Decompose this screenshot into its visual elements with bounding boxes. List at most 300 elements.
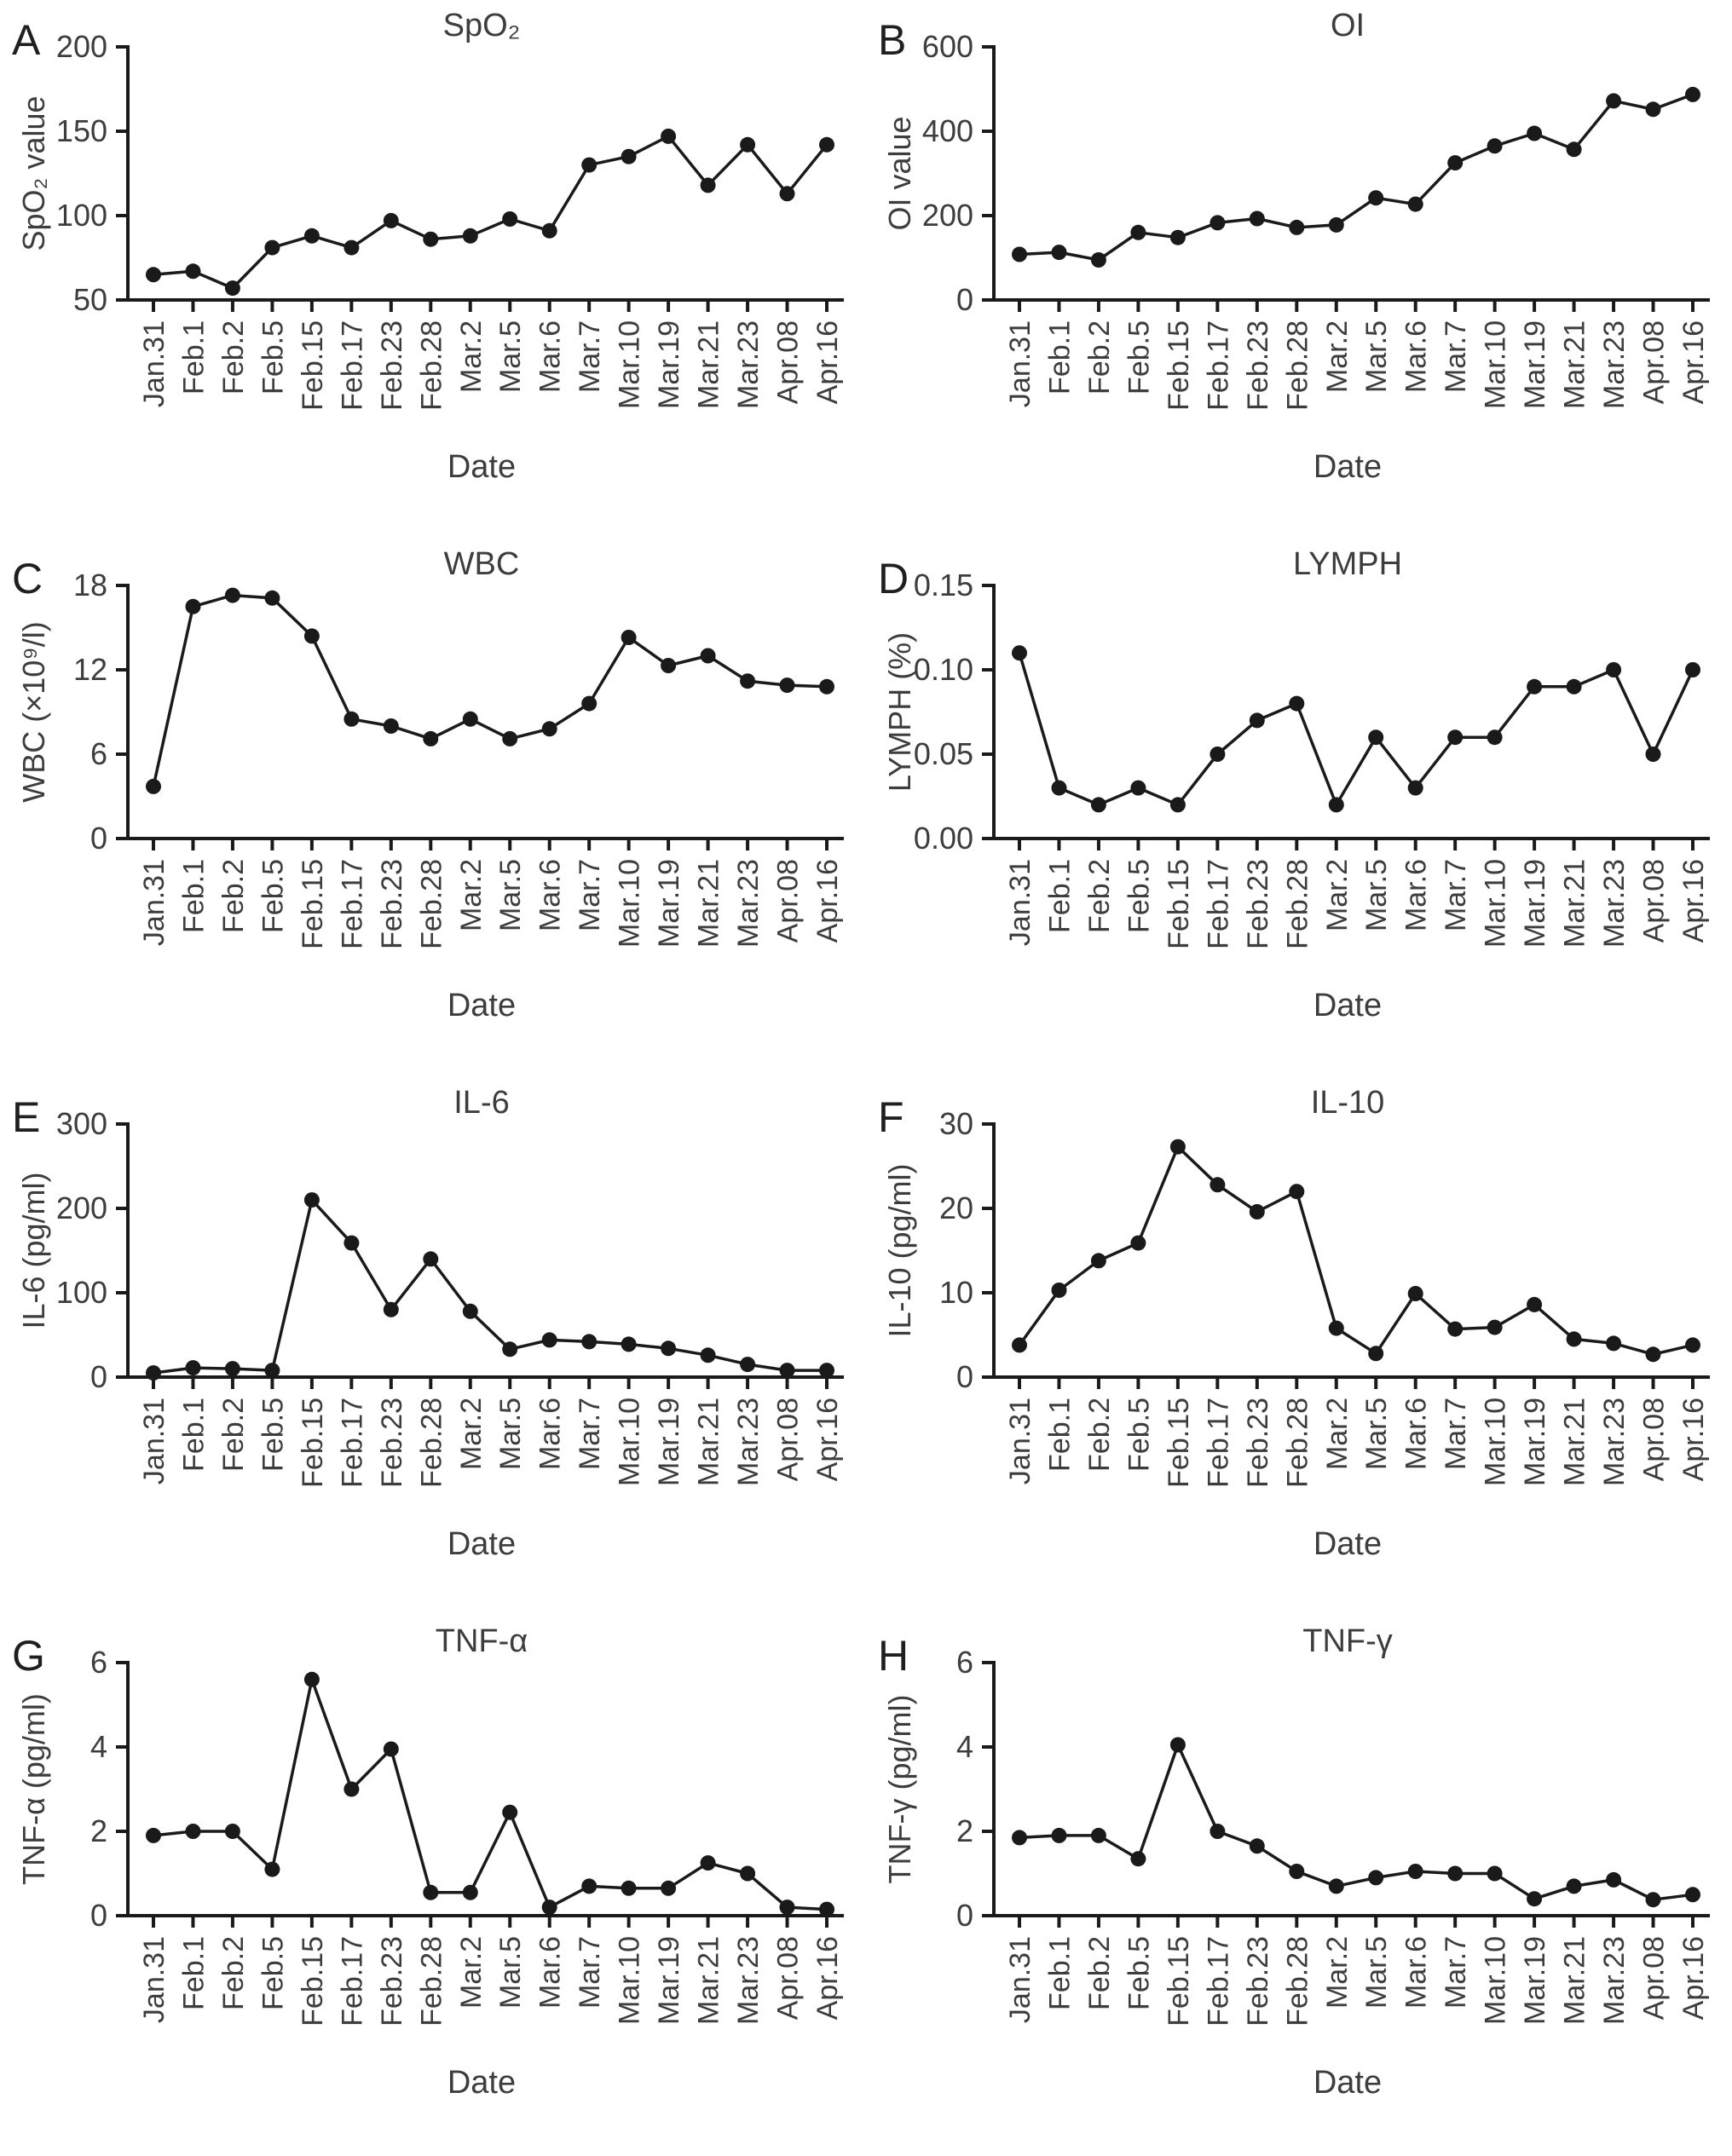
data-point [1210, 1824, 1225, 1839]
data-point [740, 1357, 755, 1372]
y-tick-label: 6 [955, 1645, 973, 1680]
x-tick-label: Feb.2 [1082, 859, 1116, 933]
chart-title: LYMPH [1292, 546, 1403, 582]
y-tick-label: 6 [89, 1645, 107, 1680]
y-tick-label: 18 [72, 568, 107, 602]
x-tick-label: Mar.21 [692, 1398, 725, 1486]
x-tick-label: Feb.28 [1281, 1936, 1314, 2026]
data-point [1329, 797, 1344, 812]
data-point [186, 1360, 201, 1375]
x-tick-label: Mar.6 [534, 320, 567, 394]
panel-letter: D [878, 555, 909, 602]
data-point [1170, 230, 1186, 245]
data-point [819, 679, 834, 695]
data-point [1646, 1892, 1661, 1907]
data-point [1487, 729, 1503, 745]
x-tick-label: Mar.19 [653, 320, 686, 409]
data-point [1329, 1321, 1344, 1336]
data-point [1052, 1828, 1067, 1843]
x-tick-label: Feb.5 [257, 1398, 290, 1472]
y-tick-label: 0 [89, 821, 107, 856]
x-tick-label: Mar.5 [494, 859, 528, 932]
x-tick-label: Mar.5 [1360, 1936, 1394, 2009]
data-point [1091, 252, 1106, 268]
x-tick-label: Apr.16 [1677, 1936, 1710, 2021]
x-tick-label: Mar.21 [692, 1936, 725, 2025]
x-tick-label: Mar.2 [1320, 859, 1354, 932]
data-point [1052, 781, 1067, 796]
x-tick-label: Mar.19 [653, 859, 686, 948]
data-point [661, 129, 676, 144]
data-point [1170, 1738, 1186, 1753]
data-point [1012, 645, 1027, 660]
x-tick-label: Feb.5 [257, 320, 290, 395]
data-point [344, 1782, 359, 1797]
panel-il10 [866, 1077, 1732, 1616]
x-tick-label: Feb.5 [1123, 1398, 1156, 1472]
x-tick-label: Mar.10 [1479, 1398, 1512, 1486]
y-tick-label: 4 [955, 1729, 973, 1764]
x-tick-label: Feb.17 [336, 320, 369, 411]
x-tick-label: Feb.15 [1162, 1936, 1195, 2026]
data-point [621, 630, 637, 645]
chart-title: WBC [443, 546, 520, 582]
data-point [780, 186, 795, 201]
data-point [542, 223, 557, 239]
data-point [542, 1332, 557, 1347]
chart-title: TNF-γ [1302, 1623, 1393, 1659]
data-point [1685, 87, 1700, 102]
x-tick-label: Feb.5 [257, 1936, 290, 2010]
x-tick-label: Jan.31 [1004, 1936, 1036, 2024]
data-line [153, 1680, 827, 1910]
data-line [153, 596, 827, 787]
data-point [1012, 247, 1027, 262]
data-point [304, 628, 320, 643]
data-point [264, 1363, 280, 1378]
data-point [1289, 1864, 1304, 1879]
data-point [1289, 696, 1304, 712]
x-tick-label: Jan.31 [138, 859, 170, 947]
x-tick-label: Mar.2 [1320, 1398, 1354, 1471]
x-axis-label: Date [1313, 988, 1383, 1023]
y-axis-label: IL-6 (pg/ml) [16, 1172, 51, 1329]
x-tick-label: Feb.1 [1043, 320, 1077, 395]
data-point [384, 1742, 399, 1757]
x-tick-label: Feb.2 [216, 1398, 250, 1472]
data-point [1487, 1866, 1503, 1882]
data-point [780, 1363, 795, 1378]
x-tick-label: Feb.2 [216, 1936, 250, 2010]
y-tick-label: 200 [55, 29, 107, 64]
x-tick-label: Mar.23 [732, 1398, 765, 1486]
x-axis-label: Date [447, 2065, 517, 2101]
x-tick-label: Feb.15 [296, 1936, 329, 2026]
x-tick-label: Feb.28 [1281, 859, 1314, 949]
x-axis-label: Date [1313, 2065, 1383, 2101]
data-point [1447, 729, 1463, 745]
x-tick-label: Mar.7 [1440, 1398, 1473, 1471]
x-tick-label: Apr.16 [1677, 1398, 1710, 1482]
data-point [1329, 217, 1344, 233]
x-tick-label: Mar.23 [1598, 320, 1631, 409]
data-point [186, 599, 201, 614]
x-axis-label: Date [1313, 1526, 1383, 1562]
data-point [701, 649, 716, 664]
il10-chart [866, 1077, 1732, 1616]
x-tick-label: Jan.31 [138, 1936, 170, 2024]
data-point [581, 1334, 597, 1349]
data-point [1447, 1866, 1463, 1882]
data-point [423, 731, 438, 747]
x-tick-label: Feb.23 [375, 320, 408, 411]
x-tick-label: Feb.23 [1241, 320, 1274, 411]
data-line [1019, 1745, 1693, 1900]
data-point [621, 1881, 637, 1896]
x-tick-label: Mar.19 [653, 1936, 686, 2025]
x-tick-label: Feb.28 [415, 859, 448, 949]
x-tick-label: Feb.5 [1123, 1936, 1156, 2010]
data-point [1091, 797, 1106, 812]
data-point [1685, 662, 1700, 677]
panel-oi [866, 0, 1732, 539]
x-tick-label: Mar.7 [574, 320, 607, 394]
data-point [1289, 1184, 1304, 1199]
data-point [542, 721, 557, 736]
x-axis-label: Date [447, 988, 517, 1023]
x-tick-label: Mar.6 [1400, 320, 1433, 394]
x-tick-label: Feb.17 [1202, 320, 1235, 411]
x-tick-label: Apr.08 [1637, 859, 1671, 943]
tnf-gamma-chart [866, 1616, 1732, 2154]
panel-lymph [866, 539, 1732, 1077]
x-tick-label: Apr.08 [1637, 1398, 1671, 1482]
x-tick-label: Feb.15 [296, 1398, 329, 1488]
x-tick-label: Mar.6 [1400, 1398, 1433, 1471]
wbc-chart [0, 539, 866, 1077]
x-tick-label: Feb.28 [415, 1398, 448, 1488]
data-point [819, 1902, 834, 1917]
x-tick-label: Feb.2 [1082, 1398, 1116, 1472]
chart-title: IL-10 [1310, 1085, 1385, 1121]
x-tick-label: Mar.2 [454, 859, 488, 932]
data-point [225, 1824, 240, 1839]
x-tick-label: Apr.16 [811, 859, 844, 943]
x-tick-label: Feb.17 [1202, 1398, 1235, 1488]
data-point [1527, 1891, 1542, 1906]
panel-letter: F [878, 1093, 904, 1141]
x-tick-label: Feb.28 [1281, 320, 1314, 411]
x-tick-label: Mar.19 [1519, 859, 1552, 948]
data-line [153, 136, 827, 288]
x-tick-label: Feb.1 [1043, 859, 1077, 933]
data-point [1012, 1830, 1027, 1845]
data-point [344, 712, 359, 727]
x-tick-label: Feb.17 [336, 1936, 369, 2026]
x-tick-label: Jan.31 [1004, 1398, 1036, 1485]
data-point [1567, 141, 1582, 157]
x-tick-label: Feb.1 [177, 320, 211, 395]
data-point [146, 779, 161, 794]
x-tick-label: Feb.17 [336, 1398, 369, 1488]
x-tick-label: Mar.6 [1400, 1936, 1433, 2009]
y-tick-label: 30 [938, 1106, 973, 1141]
x-tick-label: Feb.1 [177, 1936, 211, 2010]
x-tick-label: Mar.21 [1558, 320, 1591, 409]
data-point [463, 228, 478, 244]
x-tick-label: Apr.08 [771, 859, 805, 943]
x-tick-label: Mar.10 [1479, 859, 1512, 948]
panel-letter: H [878, 1632, 909, 1680]
y-tick-label: 0 [955, 1898, 973, 1933]
data-point [581, 158, 597, 173]
x-tick-label: Mar.19 [653, 1398, 686, 1486]
y-tick-label: 0 [89, 1898, 107, 1933]
x-tick-label: Mar.5 [1360, 859, 1394, 932]
data-point [621, 1336, 637, 1352]
data-point [1408, 1864, 1423, 1879]
x-tick-label: Mar.23 [732, 1936, 765, 2025]
data-point [740, 673, 755, 689]
x-tick-label: Mar.7 [1440, 320, 1473, 394]
panel-tnf-alpha [0, 1616, 866, 2154]
data-point [780, 677, 795, 693]
x-tick-label: Feb.1 [177, 859, 211, 933]
data-point [1130, 1851, 1146, 1866]
data-point [1170, 1139, 1186, 1155]
y-tick-label: 2 [955, 1813, 973, 1848]
data-point [264, 1862, 280, 1877]
x-tick-label: Mar.10 [613, 1398, 646, 1486]
x-tick-label: Feb.15 [296, 859, 329, 949]
x-tick-label: Jan.31 [1004, 320, 1036, 408]
x-axis-label: Date [447, 449, 517, 485]
data-point [1567, 1878, 1582, 1894]
data-point [1487, 1320, 1503, 1335]
x-tick-label: Mar.7 [1440, 859, 1473, 932]
data-point [1646, 101, 1661, 117]
y-tick-label: 50 [72, 282, 107, 317]
data-point [740, 1866, 755, 1882]
data-point [740, 137, 755, 153]
panel-wbc [0, 539, 866, 1077]
y-tick-label: 100 [55, 1275, 107, 1310]
x-tick-label: Apr.16 [1677, 320, 1710, 405]
x-tick-label: Feb.28 [415, 1936, 448, 2026]
data-point [1170, 797, 1186, 812]
data-point [1250, 712, 1265, 728]
data-point [304, 1192, 320, 1208]
x-tick-label: Apr.16 [811, 1398, 844, 1482]
y-axis-label: IL-10 (pg/ml) [882, 1163, 917, 1338]
data-point [1210, 1177, 1225, 1192]
data-point [1368, 729, 1383, 745]
x-tick-label: Apr.08 [1637, 320, 1671, 405]
x-tick-label: Mar.6 [534, 859, 567, 932]
x-tick-label: Mar.2 [454, 1936, 488, 2009]
x-tick-label: Mar.21 [692, 320, 725, 409]
data-point [1210, 215, 1225, 230]
data-point [502, 211, 517, 227]
data-point [146, 267, 161, 282]
data-point [225, 280, 240, 296]
data-point [1250, 211, 1265, 227]
data-point [1527, 679, 1542, 695]
y-axis-label: WBC (×10⁹/l) [16, 621, 51, 803]
data-point [1606, 1335, 1621, 1351]
data-point [581, 696, 597, 712]
y-tick-label: 4 [89, 1729, 107, 1764]
data-point [1012, 1337, 1027, 1352]
x-tick-label: Mar.19 [1519, 1398, 1552, 1486]
x-tick-label: Mar.5 [494, 320, 528, 394]
x-tick-label: Feb.1 [1043, 1398, 1077, 1472]
y-tick-label: 200 [921, 198, 973, 233]
x-tick-label: Mar.5 [1360, 320, 1394, 394]
x-axis-label: Date [1313, 449, 1383, 485]
y-axis-label: LYMPH (%) [882, 631, 917, 793]
x-tick-label: Mar.23 [732, 320, 765, 409]
y-tick-label: 0.05 [913, 736, 973, 771]
x-tick-label: Apr.08 [771, 320, 805, 405]
data-point [1685, 1887, 1700, 1902]
x-tick-label: Feb.23 [1241, 1936, 1274, 2026]
data-point [1250, 1204, 1265, 1219]
x-tick-label: Feb.15 [1162, 1398, 1195, 1488]
y-tick-label: 0 [955, 282, 973, 317]
x-tick-label: Mar.6 [1400, 859, 1433, 932]
y-axis-label: TNF-α (pg/ml) [16, 1693, 51, 1885]
x-tick-label: Mar.2 [454, 1398, 488, 1471]
data-point [1685, 1337, 1700, 1352]
data-point [344, 240, 359, 256]
x-axis-label: Date [447, 1526, 517, 1562]
panel-tnf-gamma [866, 1616, 1732, 2154]
chart-title: SpO₂ [442, 8, 521, 43]
x-tick-label: Mar.19 [1519, 1936, 1552, 2025]
x-tick-label: Mar.23 [1598, 1936, 1631, 2025]
data-point [661, 1340, 676, 1356]
y-tick-label: 0.10 [913, 652, 973, 687]
y-tick-label: 150 [55, 113, 107, 148]
data-point [423, 1251, 438, 1266]
data-point [186, 263, 201, 279]
data-point [819, 137, 834, 153]
x-tick-label: Apr.16 [811, 320, 844, 405]
y-tick-label: 0.00 [913, 821, 973, 856]
data-point [384, 1302, 399, 1317]
x-tick-label: Feb.17 [336, 859, 369, 949]
y-tick-label: 6 [89, 736, 107, 771]
x-tick-label: Feb.15 [1162, 320, 1195, 411]
data-point [344, 1236, 359, 1251]
x-tick-label: Feb.5 [257, 859, 290, 933]
x-tick-label: Feb.28 [1281, 1398, 1314, 1488]
data-point [225, 1361, 240, 1376]
data-point [502, 1805, 517, 1820]
x-tick-label: Feb.23 [375, 859, 408, 949]
x-tick-label: Mar.21 [1558, 859, 1591, 948]
data-point [780, 1899, 795, 1915]
x-tick-label: Mar.5 [494, 1936, 528, 2009]
x-tick-label: Mar.2 [1320, 320, 1354, 394]
x-tick-label: Jan.31 [1004, 859, 1036, 947]
y-tick-label: 0.15 [913, 568, 973, 602]
x-tick-label: Feb.2 [1082, 1936, 1116, 2010]
data-point [1606, 662, 1621, 677]
y-tick-label: 2 [89, 1813, 107, 1848]
x-tick-label: Feb.23 [1241, 859, 1274, 949]
x-tick-label: Mar.7 [1440, 1936, 1473, 2009]
data-point [661, 658, 676, 673]
data-point [542, 1899, 557, 1915]
data-point [1408, 197, 1423, 212]
y-tick-label: 400 [921, 113, 973, 148]
data-point [384, 213, 399, 228]
x-tick-label: Feb.5 [1123, 320, 1156, 395]
data-point [264, 591, 280, 606]
x-tick-label: Mar.23 [732, 859, 765, 948]
y-tick-label: 12 [72, 652, 107, 687]
x-tick-label: Mar.21 [1558, 1398, 1591, 1486]
x-tick-label: Mar.10 [1479, 320, 1512, 409]
y-axis-label: SpO₂ value [16, 95, 51, 251]
panel-letter: G [12, 1632, 45, 1680]
x-tick-label: Feb.2 [216, 320, 250, 395]
data-point [1408, 781, 1423, 796]
data-point [1606, 1872, 1621, 1888]
x-tick-label: Mar.7 [574, 1398, 607, 1471]
data-point [304, 228, 320, 244]
data-point [423, 1885, 438, 1900]
data-point [1130, 781, 1146, 796]
x-tick-label: Mar.10 [613, 320, 646, 409]
data-point [1606, 93, 1621, 108]
data-point [819, 1363, 834, 1378]
data-point [1368, 1870, 1383, 1885]
data-point [1487, 138, 1503, 153]
x-tick-label: Mar.7 [574, 859, 607, 932]
data-point [502, 1341, 517, 1357]
data-point [701, 1347, 716, 1363]
data-point [225, 588, 240, 603]
x-tick-label: Mar.21 [692, 859, 725, 948]
data-line [153, 1200, 827, 1373]
x-tick-label: Mar.10 [1479, 1936, 1512, 2025]
x-tick-label: Apr.16 [1677, 859, 1710, 943]
x-tick-label: Mar.21 [1558, 1936, 1591, 2025]
y-axis-label: TNF-γ (pg/ml) [882, 1694, 917, 1884]
x-tick-label: Feb.23 [375, 1398, 408, 1488]
data-point [1646, 747, 1661, 762]
x-tick-label: Mar.10 [613, 859, 646, 948]
x-tick-label: Mar.23 [1598, 1398, 1631, 1486]
data-point [581, 1878, 597, 1894]
x-tick-label: Mar.6 [534, 1398, 567, 1471]
data-point [701, 1855, 716, 1871]
il6-chart [0, 1077, 866, 1616]
x-tick-label: Mar.5 [494, 1398, 528, 1471]
data-point [1567, 1331, 1582, 1346]
x-tick-label: Apr.08 [1637, 1936, 1671, 2021]
y-tick-label: 600 [921, 29, 973, 64]
y-tick-label: 100 [55, 198, 107, 233]
data-line [1019, 653, 1693, 804]
data-point [1527, 1297, 1542, 1312]
data-point [1052, 245, 1067, 260]
data-point [621, 149, 637, 164]
tnf-alpha-chart [0, 1616, 866, 2154]
